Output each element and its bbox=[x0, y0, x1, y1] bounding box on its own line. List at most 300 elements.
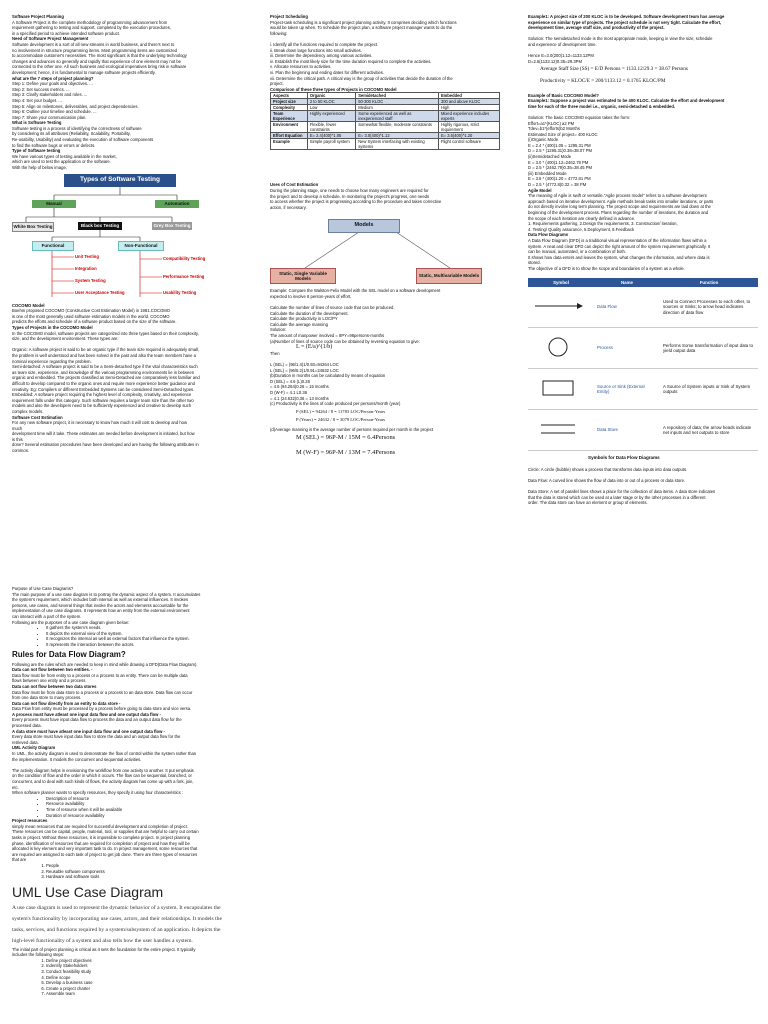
list-item: 3. Conduct feasibility study bbox=[46, 969, 312, 975]
section-heading: Example1: Suppose a project was estimated to be 400 KLOC. Calculate the effort and development bbox=[528, 98, 725, 104]
text-line: It shows how data enters and leaves the system, what changes the information, and where data is bbox=[528, 254, 710, 260]
table-header: Name bbox=[594, 278, 660, 288]
text-block bbox=[528, 14, 760, 64]
text-line: from one data store to many process. bbox=[12, 695, 82, 701]
text-line: creativity. Eg: Compilers or different Embedded Systems can be considered Semi-Detached types. bbox=[12, 386, 195, 392]
text-line: retrieved data. bbox=[12, 739, 39, 745]
text-line: is one of the most generally used software estimation models in the world. COCOMO bbox=[12, 313, 170, 319]
symbol-function: A repository of data; the arrow heads indicate net inputs and net outputs to store bbox=[660, 410, 758, 451]
text-line: Software development is a sort of all new streams in world business, and there's next to bbox=[12, 41, 175, 47]
table-cell: Simple payroll system bbox=[307, 139, 355, 150]
uml-heading: UML Use Case Diagram bbox=[12, 883, 164, 900]
text-line: nominal experience regarding the problem. bbox=[12, 358, 92, 364]
list-item: • Description of resource bbox=[46, 796, 312, 802]
section-heading: experience on similar type of projects. The project schedule is not very tight. Calculate the effort, bbox=[528, 19, 722, 25]
text-line: Hence E=3.0(200)1.12=1133.12PM bbox=[528, 53, 594, 59]
table-cell: Highly rigorous, strict requirement bbox=[438, 122, 499, 133]
text-line: Circle: A circle (bubble) shows a process that transforms data inputs into data outputs. bbox=[528, 466, 688, 472]
row-label: Team Experience bbox=[271, 111, 308, 122]
table-header: Embedded bbox=[438, 93, 499, 99]
list-item: 3. Hardware and software tools bbox=[46, 874, 312, 880]
text-line: connected to the other one. All such business and ecological imperatives bring risk in software bbox=[12, 64, 187, 70]
text-line: Step 5: Align on milestones, deliverables, and project dependencies. bbox=[12, 103, 139, 109]
handwritten-line: high-level functionality of a system and also tells how the user handles a system. bbox=[12, 937, 193, 944]
text-line: Data Flow from entity must be processed by a process before going to data store and vice versa. bbox=[12, 706, 192, 712]
text-line: models and also the developers need to be sufficiently experienced and creative to develop such bbox=[12, 403, 192, 409]
text-block bbox=[270, 182, 508, 210]
text-line: Step 1: Define your goals and objectives. ... bbox=[12, 81, 93, 87]
text-line: Example: Compare the Walston-Felix Model with the SEL model on a software development bbox=[270, 288, 441, 294]
manual-node: Manual bbox=[32, 200, 76, 208]
section-heading: Data Flow Diagrams bbox=[528, 232, 569, 238]
text-block bbox=[270, 288, 508, 344]
text-line: Then bbox=[270, 350, 280, 356]
list-item: • It represents the interaction between the actors. bbox=[46, 642, 312, 648]
text-block bbox=[270, 351, 508, 407]
handwritten-line: A use case diagram is used to represent the dynamic behavior of a system. It encapsulates the bbox=[12, 904, 221, 911]
column-middle bbox=[270, 14, 508, 456]
formula-lines: L = (E/a)^(1/b) bbox=[296, 344, 333, 351]
section-heading: Need of Software Project Management bbox=[12, 36, 89, 42]
functional-node: Functional bbox=[32, 241, 74, 251]
text-line: by considering its all attributes (Reliability, Scalability, Portability, bbox=[12, 131, 131, 137]
text-line: on the condition of flow and the order in which it occurs. The flow can be sequential, branched, or bbox=[12, 773, 192, 779]
functional-items bbox=[75, 254, 125, 302]
text-line: = 4.1 (24.632)0.36 = 13 months bbox=[270, 395, 329, 401]
text-line: persons, use cases, and several things that invoke the actors and elements accountable for the bbox=[12, 602, 189, 608]
text-line: L (SEL) = (96/1.4)1/0.93=94264 LOC bbox=[270, 362, 339, 367]
text-line: order. The data store can have an element or group of elements. bbox=[528, 500, 648, 506]
text-line: and experience of development time. bbox=[528, 41, 597, 47]
text-line: Boehm proposed COCOMO (Constructive Cost Estimation Model) in 1981.COCOMO bbox=[12, 308, 171, 314]
text-line: phase, identification of resources that are required for completion of project and how they will be bbox=[12, 840, 190, 846]
text-line: are required are assigned to each task of project to get job done. There are three types of resources bbox=[12, 851, 198, 857]
list-item: 7. Assemble team bbox=[46, 991, 312, 997]
section-heading: Project resources bbox=[12, 818, 48, 824]
list-item: • It gathers the system's needs. bbox=[46, 625, 312, 631]
text-block bbox=[528, 93, 760, 272]
text-line: Solution: The semidetached mode is the most appropriate mode, keeping in view the size, schedule bbox=[528, 36, 713, 42]
text-line: The meaning of Agile is swift or versatile."Agile process model" refers to a software development bbox=[528, 193, 707, 199]
text-line: development time will it take. These estimates are needed before development is initiated, but how bbox=[12, 431, 195, 437]
functional-item: User Acceptance Testing bbox=[75, 289, 125, 295]
bullet-list bbox=[12, 625, 312, 647]
text-line: much bbox=[12, 425, 23, 431]
text-line: done? Several estimation procedures have been developed and are having the following attributes in bbox=[12, 442, 199, 448]
text-line: Step 6: Outline your timeline and schedule. ... bbox=[12, 109, 97, 115]
text-line: In UML, the activity diagram is used to demonstrate the flow of control within the system rather than bbox=[12, 751, 197, 757]
data-flow-symbol-icon bbox=[528, 287, 594, 328]
rules-heading: Rules for Data Flow Diagram? bbox=[12, 649, 126, 659]
text-line: We have various types of testing available in the market, bbox=[12, 153, 117, 159]
text-line: Step 3: Clarify stakeholders and roles. ... bbox=[12, 92, 88, 98]
text-line: iii. Determine the dependency among various activities. bbox=[270, 53, 373, 59]
functional-item: System Testing bbox=[75, 277, 106, 283]
row-label: Effort Equation bbox=[271, 133, 308, 139]
text-line: concurrent, and to deal with such kinds of flows, the activity diagram has come up with a fork, join, bbox=[12, 779, 194, 784]
table-row bbox=[528, 410, 758, 451]
formula-productivity-wf: P (Years) = 24632 / 8 = 3079 LOC/Person-Years bbox=[296, 417, 386, 423]
text-line: organic and embedded. The projects classified as Semi-Detached are comparatively less familiar and bbox=[12, 375, 200, 381]
table-cell: 50-300 KLOC bbox=[356, 99, 439, 105]
text-line: (iii) Embedded Mode bbox=[528, 170, 567, 176]
text-line: requirement falls under this category. Such software requires a larger team size than the other two bbox=[12, 397, 194, 403]
formula-manning-wf: M (W-F) = 96P-M / 13M = 7.4Persons bbox=[296, 449, 396, 457]
text-line: difficult to develop compared to the organic ones and require more experience better guidance and bbox=[12, 380, 195, 386]
non-functional-item: Compatibility Testing bbox=[163, 255, 206, 261]
symbol-name: Source or Sink (External Entity) bbox=[594, 369, 660, 410]
text-line: the implementation. It models the concurrent and sequential activities. bbox=[12, 756, 142, 762]
functional-item: Unit Testing bbox=[75, 253, 99, 259]
text-line: the system's requirement, which includes both internal as well as external influences. It invokes bbox=[12, 597, 189, 603]
text-line: D = 2.5 * (2462.79)0.35=38.45 PM bbox=[528, 165, 593, 171]
text-line: the project and to develop a schedule. In monitoring the project's progress, one needs bbox=[270, 193, 430, 199]
text-line: project. bbox=[270, 81, 284, 87]
text-line: complex models. bbox=[12, 408, 44, 414]
text-line: (d)Average manning is the average number of persons required per month in the project bbox=[270, 426, 434, 432]
symbol-function: Used to Connect Processes to each other, to sources or Sinks; to arrow head indicates direction of data flow bbox=[660, 287, 758, 328]
black-box-node: Black box Testing bbox=[78, 222, 122, 230]
section-heading: Data can not flow directly from an entity to data store - bbox=[12, 700, 121, 706]
section-heading: A data store must have atleast one input data flow and one output data flow - bbox=[12, 728, 165, 734]
text-line: (b)Duration in months can be calculated by means of equation bbox=[270, 373, 386, 379]
numbered-list bbox=[12, 958, 312, 997]
text-line: Data flow must be from entity to a process or a process to an entity. There can be multiple data bbox=[12, 672, 188, 678]
text-line: to access whether the project is progressing according to the procedure and takes corrective bbox=[270, 199, 442, 205]
text-block bbox=[528, 467, 760, 506]
section-heading: A process must have atleast one input data flow and one output data flow - bbox=[12, 711, 161, 717]
row-label: Environment bbox=[271, 122, 308, 133]
models-diagram bbox=[270, 216, 508, 288]
diagram-title: Types of Software Testing bbox=[64, 174, 176, 187]
text-line: With the help of below image, bbox=[12, 165, 67, 171]
cocomo-comparison-table bbox=[270, 92, 500, 150]
text-line: predicts the efforts and schedule of a software product based on the size of the software. bbox=[12, 319, 177, 325]
text-line: Every process must have input data flow to process the data and an output data flow for the bbox=[12, 717, 182, 723]
table-header: Aspects bbox=[271, 93, 308, 99]
text-line: Solution: bbox=[270, 327, 287, 333]
list-item: 2. Reusable software components bbox=[46, 869, 312, 875]
section-heading: What is Software Testing bbox=[12, 120, 62, 126]
text-line: Effort=a1*(KLOC) a2 PM bbox=[528, 120, 575, 126]
text-line: can be manual, automated, or a combination of both. bbox=[528, 249, 627, 255]
text-line: the scope of each iteration are clearly defined in advance. bbox=[528, 215, 636, 221]
section-heading: Uses of Cost Estimation bbox=[270, 182, 319, 188]
text-line: Re-usability, Usability) and evaluating the execution of software components bbox=[12, 137, 154, 143]
section-heading: Data can not flow between two data stores bbox=[12, 683, 97, 689]
text-line: (a)Number of lines of source code can be obtained by reversing equation to give: bbox=[270, 338, 420, 344]
text-line: i. Identify all the functions required to complete the project. bbox=[270, 41, 379, 47]
text-line: L (SEL) = (96/5.2)1/0.91=24632 LOC bbox=[270, 367, 339, 373]
handwritten-line: system's functionality by incorporating use cases, actors, and their relationships. It models the bbox=[12, 915, 222, 922]
text-line: Project-task scheduling is a significant project planning activity. It comprises deciding which functions bbox=[270, 19, 457, 25]
section-heading: Project Scheduling bbox=[270, 14, 308, 19]
text-line: Embedded: A software project requiring the highest level of complexity, creativity, and experience bbox=[12, 392, 192, 398]
text-line: The activity diagram helps in envisioning the workflow from one activity to another. It put emphasis bbox=[12, 767, 194, 773]
table-header: Function bbox=[660, 278, 758, 288]
text-line: v. Allocate resources to activities. bbox=[270, 64, 332, 70]
formula-staff-size: Average Staff Size (SS) = E/D Persons = 1133.12/29.3 = 38.67 Persons bbox=[540, 66, 688, 73]
table-cell: High bbox=[438, 105, 499, 111]
section-heading: Software Cost Estimation bbox=[12, 414, 63, 420]
text-line: During the planning stage, one needs to choose how many engineers are required for bbox=[270, 187, 429, 193]
text-line: 1. Requirements gathering, 2.Design the requirements, 3. Construction/ iteration, bbox=[528, 221, 678, 227]
text-line: do not directly involve long term planning. The project scope and requirements are laid down at the bbox=[528, 204, 711, 210]
text-line: flows between one entity and a process. bbox=[12, 678, 87, 684]
table-cell: Flight control software bbox=[438, 139, 499, 150]
list-item: • Resource availability bbox=[46, 801, 312, 807]
section-heading: Example of Basic COCOMO Model? bbox=[528, 92, 599, 98]
text-line: can interact with a part of the system. bbox=[12, 613, 82, 619]
text-line: vii. Determine the critical path. A critical way is the group of activities that decide the duration of the bbox=[270, 75, 453, 81]
text-line: Step 2: Set success metrics. ... bbox=[12, 86, 70, 92]
grey-box-node: Grey Box Testing bbox=[153, 222, 191, 228]
text-line: Semi-detached: A software project is said to be a Semi-detached type if the vital characteristics such bbox=[12, 364, 198, 370]
text-line: The amount of manpower involved = 8PY=96persons-months bbox=[270, 333, 385, 339]
testing-types-diagram bbox=[12, 173, 250, 301]
text-line: simply mean resources that are required for successful development and completion of project. bbox=[12, 823, 188, 829]
text-line: 4. Testing/ Quality assurance, 5.Deployment, 6.Feedback bbox=[528, 226, 635, 232]
row-label: Project size bbox=[271, 99, 308, 105]
text-line: as team size, experience, and knowledge of the various programming environments lie in between bbox=[12, 369, 195, 375]
text-line: Software testing is a process of identifying the correctness of software bbox=[12, 125, 142, 131]
text-line: implementation of use case diagrams. It represents how an entity from the external environment bbox=[12, 608, 190, 614]
column-right bbox=[528, 14, 760, 506]
text-line: to find the software bugs or errors or defects. bbox=[12, 142, 96, 148]
list-item: • Time of resource when it will be available bbox=[46, 807, 312, 813]
list-item: 1. People bbox=[46, 863, 312, 869]
text-line: These resources can be capital, people, material, tool, or supplies that are helpful to carry out certain bbox=[12, 829, 199, 835]
table-cell: E= 3.6(400)^1.20 bbox=[438, 133, 499, 139]
text-line: includes the following steps: bbox=[12, 952, 65, 958]
table-cell: 300 and above KLOC bbox=[438, 99, 499, 105]
text-line: the problem is well understood and has been solved in the past and also the team members have a bbox=[12, 352, 196, 358]
text-block bbox=[12, 303, 250, 454]
text-line: stored. bbox=[528, 260, 541, 266]
symbol-name: Data Store bbox=[594, 410, 660, 451]
section-heading: Software Project Planning bbox=[12, 14, 64, 19]
text-block bbox=[270, 14, 508, 92]
entity-symbol-icon bbox=[528, 369, 594, 410]
lower-block bbox=[12, 586, 312, 997]
text-line: Solution: The basic COCOMO equation takes the form: bbox=[528, 114, 631, 120]
static-multi-node: Static, Multivariable Models bbox=[416, 268, 482, 284]
formula-manning-sel: M (SEL) = 96P-M / 15M = 6.4Persons bbox=[296, 433, 396, 441]
text-line: common. bbox=[12, 448, 30, 454]
table-row bbox=[271, 111, 500, 122]
section-heading: Type of Software testing bbox=[12, 148, 61, 154]
table-row bbox=[528, 328, 758, 369]
text-line: Purpose of Use Case Diagrams? bbox=[12, 586, 74, 591]
table-cell: Medium bbox=[356, 105, 439, 111]
table-cell: 2 to 50 KLOC bbox=[307, 99, 355, 105]
column-left bbox=[12, 14, 250, 454]
text-line: Calculate the productivity in LOC/PY bbox=[270, 316, 338, 322]
text-line: which are used to test the application or the software. bbox=[12, 159, 111, 165]
text-line: (ii)Semidetached Mode bbox=[528, 154, 572, 160]
text-line: Calculate the duration of the development. bbox=[270, 310, 349, 316]
white-box-node: White Box Testing bbox=[12, 222, 54, 232]
text-line: beginning of the development process. Plans regarding the number of iterations, the duration and bbox=[528, 210, 709, 215]
symbol-name: Process bbox=[594, 328, 660, 369]
text-line: E = 2.4 * (400)1.05 = 1295.31 PM bbox=[528, 142, 591, 148]
text-line: size, and the development environment. These types are: bbox=[12, 336, 119, 342]
list-item: • Duration of resource availability bbox=[46, 813, 312, 819]
text-line: = 4.6 (94.264)0.26 = 15 months bbox=[270, 384, 329, 390]
symbol-function: Performs Some transformation of input data to yield output data bbox=[660, 328, 758, 369]
text-line: Following are the rules which are needed to keep in mind while drawing a DFD(Data Flow Diagram). bbox=[12, 661, 198, 667]
table-row bbox=[528, 369, 758, 410]
section-heading: development time, average staff size, and productivity of the project. bbox=[528, 25, 665, 31]
text-line: The main purpose of a use case diagram is to portray the dynamic aspect of a system. It accumulates bbox=[12, 591, 201, 597]
table-cell: Somewhat flexible, moderate constraints bbox=[356, 122, 439, 133]
list-item: • It depicts the external view of the system. bbox=[46, 631, 312, 637]
text-line: Organic: A software project is said to be an organic type if the team size required is adequately small, bbox=[12, 347, 200, 353]
text-line: D = 2.5 * (1295.31)0.38=38.07 PM bbox=[528, 148, 593, 154]
dfd-symbols-table bbox=[528, 278, 758, 452]
text-line: In the COCOMO model, software projects are categorized into three types based on their complexity, bbox=[12, 330, 199, 336]
bullet-list bbox=[12, 796, 312, 818]
list-item: 1. Define project objectives bbox=[46, 958, 312, 964]
text-line: ii. Break down large functions into small activities. bbox=[270, 47, 362, 53]
text-line: changes and advances so generally and rapidly that experience of one element may not be bbox=[12, 58, 182, 64]
text-line: tasks in project. Without these resources, it is impossible to complete project. In project planning bbox=[12, 834, 191, 840]
text-block bbox=[12, 662, 312, 796]
text-line: Tdev=b1*(efforts)b2 Months bbox=[528, 126, 580, 132]
text-line: Data Store: A set of parallel lines shows a place for the collection of data items. A data store indicates bbox=[528, 489, 716, 495]
text-line: Data Flow: A curved line shows the flow of data into or out of a process or data store. bbox=[528, 477, 686, 483]
text-line: expected to involve 8 person-years of effort. bbox=[270, 293, 352, 299]
text-block bbox=[12, 947, 312, 958]
text-line: D=2.5(1133.12)0.35=29.3PM bbox=[528, 58, 582, 64]
list-item: 5. Develop a business case bbox=[46, 980, 312, 986]
text-line: Following are the purposes of a use case diagram given below: bbox=[12, 619, 130, 625]
section-heading: COCOMO Model bbox=[12, 302, 45, 308]
symbol-function: A Source of System inputs or Sink of System outputs bbox=[660, 369, 758, 410]
text-line: to accommodate customer's necessities. The most significant is that the underlying technology bbox=[12, 53, 187, 59]
section-heading: time for each of the three model i.e., organic, semi-detached & embedded. bbox=[528, 103, 676, 109]
text-line: (c) Productivity is the lines of code produced per persons/month (year) bbox=[270, 401, 401, 407]
non-functional-node: Non-Functional bbox=[118, 241, 164, 251]
static-single-node: Static, Single Variable Models bbox=[270, 268, 336, 284]
section-heading: Data can not flow between two entities. - bbox=[12, 667, 93, 673]
text-line: A Software Project is the complete methodology of programming advancement from bbox=[12, 19, 168, 25]
text-line: in a specified period to achieve intended software product. bbox=[12, 30, 121, 36]
data-store-symbol-icon bbox=[528, 410, 594, 451]
row-label: Complexity bbox=[271, 105, 308, 111]
text-line: Every data store must have input data flow to store the data and an output data flow for the bbox=[12, 734, 181, 740]
section-heading: Comparison of these three types of Projects in COCOMO Model bbox=[270, 86, 397, 92]
text-line: The initial part of project planning is critical as it sets the foundation for the entire project. It typically bbox=[12, 946, 196, 952]
list-item: 2. Indentify Stakeholders bbox=[46, 963, 312, 969]
models-node: Models bbox=[328, 219, 400, 233]
text-line: Step 7: Share your communication plan. bbox=[12, 114, 87, 120]
text-line: iv. Establish the most likely size for the time duration required to complete the activities. bbox=[270, 58, 432, 64]
table-cell: New System interfacing with existing systems bbox=[356, 139, 439, 150]
text-line: The objective of a DFD is to show the scope and boundaries of a system as a whole. bbox=[528, 265, 685, 271]
text-block bbox=[12, 818, 312, 863]
text-line: When software planner wants to specify resources, they specify it using four characteristics : bbox=[12, 790, 184, 796]
table-cell: Highly experienced bbox=[307, 111, 355, 122]
row-label: Example bbox=[271, 139, 308, 150]
text-line: For any new software project, it is necessary to know how much it will cost to develop and how bbox=[12, 420, 188, 426]
table-cell: Some experienced as well as inexperienced staff bbox=[356, 111, 439, 122]
list-item: • It recognizes the internal as well as external factors that influence the system. bbox=[46, 636, 312, 642]
text-line: approach based on iterative development. Agile methods break tasks into smaller iterations, or parts bbox=[528, 198, 714, 204]
table-header: Symbol bbox=[528, 278, 594, 288]
text-line: Calculate the average manning bbox=[270, 321, 328, 327]
table-caption: Symbols for Data Flow Diagrams bbox=[588, 455, 660, 461]
text-line: etc. bbox=[12, 784, 19, 790]
text-line: processed data. bbox=[12, 723, 42, 729]
table-cell: E= 3.0(400)^1.12 bbox=[356, 133, 439, 139]
table-cell: Mixed experience includes experts bbox=[438, 111, 499, 122]
formula-productivity-sel: P (SEL) = 94264 / 8 = 11783 LOC/Person-Years bbox=[296, 408, 386, 414]
table-cell: E= 2.4(400)^1.05 bbox=[307, 133, 355, 139]
handwritten-block bbox=[12, 903, 312, 947]
text-line: E = 3.6 * (400)1.20 = 4772.81 PM bbox=[528, 176, 591, 182]
formula-productivity: Productivity = KLOC/E = 200/1133.12 = 0.1765 KLOC/PM bbox=[540, 77, 666, 84]
text-line: vi. Plan the beginning and ending dates for different activities. bbox=[270, 69, 384, 75]
list-item: 4. Define scope bbox=[46, 975, 312, 981]
text-line: that the data is stored which can be used at a later stage or by the other processes in a different bbox=[528, 494, 706, 500]
text-line: action, if necessary. bbox=[270, 204, 307, 210]
text-line: following: bbox=[270, 30, 288, 36]
text-line: Step 4: Set your budget. ... bbox=[12, 97, 62, 103]
section-heading: Types of Projects in the COCOMO Model bbox=[12, 325, 93, 330]
section-heading: Agile Model bbox=[528, 187, 552, 193]
non-functional-item: Performance Testing bbox=[163, 273, 205, 279]
table-cell: Flexible, fewer constraints bbox=[307, 122, 355, 133]
process-symbol-icon bbox=[528, 328, 594, 369]
text-line: D (W-F) = 4.1 L0.36 bbox=[270, 389, 308, 395]
text-line: (i)Organic Mode bbox=[528, 137, 559, 143]
text-line: Estimated Size of project= 400 KLOC bbox=[528, 131, 598, 137]
handwritten-line: tasks, services, and functions required by a system/subsystem of an application. It depicts the bbox=[12, 926, 221, 933]
text-line: is this bbox=[12, 436, 23, 442]
text-line: would be taken up when. To schedule the project plan, a software project manager wants to do the bbox=[270, 25, 453, 31]
text-line: A Data Flow Diagram (DFD) is a traditional visual representation of the information flows within a bbox=[528, 237, 707, 243]
text-line: Data flow must be from data store to a process or a process to an data store. Data flow can occur bbox=[12, 689, 193, 695]
text-block bbox=[12, 586, 312, 625]
numbered-list bbox=[12, 863, 312, 880]
section-heading: UML Activity Diagram bbox=[12, 745, 56, 751]
section-heading: what are the 7 steps of project planning? bbox=[12, 75, 94, 81]
text-line: D = 2.5 * (4772.8)0.32 = 38 PM bbox=[528, 182, 587, 188]
table-header: Semidetached bbox=[356, 93, 439, 99]
symbol-name: Data Flow bbox=[594, 287, 660, 328]
list-item: 6. Create a project charter bbox=[46, 986, 312, 992]
table-row bbox=[528, 287, 758, 328]
text-line: development; hence, it is fundamental to manage software projects efficiently. bbox=[12, 69, 156, 75]
diagram-lines bbox=[12, 173, 250, 301]
non-functional-items bbox=[163, 256, 205, 302]
text-block bbox=[12, 14, 250, 171]
table-row bbox=[271, 139, 500, 150]
text-line: E = 3.0 * (400)1.12=2462.79 PM bbox=[528, 159, 589, 165]
section-heading: Example1: A project size of 200 KLOC is to be developed. Software development team has average bbox=[528, 14, 725, 19]
functional-item: Integration bbox=[75, 265, 97, 271]
automation-node: Automation bbox=[155, 200, 199, 208]
text-line: system. A neat and clear DFD can depict the right amount of the system requirement graphically. It bbox=[528, 243, 711, 249]
non-functional-item: Usability Testing bbox=[163, 289, 197, 295]
text-line: Calculate the number of lines of source code that can be produced. bbox=[270, 305, 395, 311]
table-header: Organic bbox=[307, 93, 355, 99]
text-line: no involvement in structure programming items. Most programming items are customized bbox=[12, 47, 178, 53]
table-cell: Low bbox=[307, 105, 355, 111]
text-line: allocated is key element and very important task to do. In project management, some resources that bbox=[12, 846, 198, 852]
table-row bbox=[271, 122, 500, 133]
